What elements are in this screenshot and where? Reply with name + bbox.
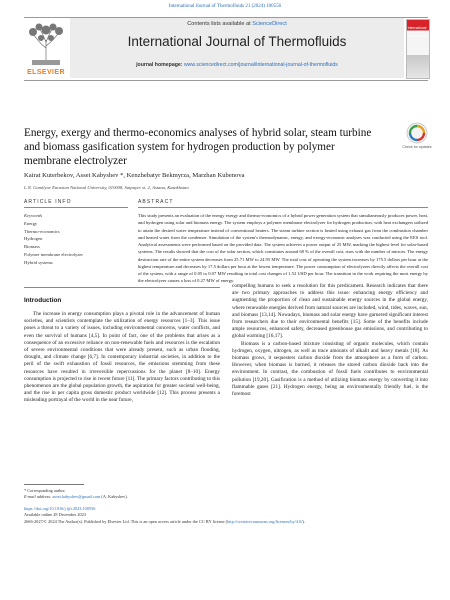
keyword: Polymer membrane electrolyzer: [24, 251, 83, 257]
section-heading-introduction: Introduction: [24, 297, 62, 304]
body-left-column: [24, 311, 220, 405]
homepage-label: journal homepage:: [136, 62, 184, 68]
affiliation: L.N. Gumilyov Eurasian National University, 010008, Satpayev st. 2, Astana, Kazakhstan: [24, 185, 189, 190]
journal-reference[interactable]: International Journal of Thermofluids 21 (2024) 100556: [168, 4, 282, 9]
email-suffix: (A. Kabyshev).: [100, 494, 128, 500]
abstract-rule: [138, 207, 428, 208]
body-rule: [24, 287, 220, 288]
homepage-link[interactable]: www.sciencedirect.com/journal/international-journal-of-thermofluids: [183, 62, 338, 68]
check-for-updates-icon[interactable]: [406, 122, 428, 144]
keyword: Thermo-economics: [24, 228, 60, 234]
license-line: [24, 519, 428, 525]
license-prefix: 2666-2027/© 2024 The Author(s). Published by Elsevier Ltd. This is an open access article under the CC BY license (: [24, 518, 228, 524]
paragraph: The increase in energy consumption plays a pivotal role in the advancement of human societies, and scientists contemplate the utilization of energy resources [1–3]. This issue poses a threat to a variety of issues, including environmental concerns, water conflicts, and even the survival of humans [4,5]. In point of fact, one of the problems that arises as a consequence of an excessive reliance on non-renewable fuels and resources is the escalation of severe environmental conditions that were already present, such as urban flooding, drought, and climate change [6,7]. In contemporary industrial societies, in addition to the peril of the swift exhaustion of fossil resources, the emissions stemming from these resources have resulted in irreversible repercussions for the planet [8–10]. Energy consumption is projected to rise in recent future [11]. The primary factors contributing to this phenomenon are the global population growth, the aspiration for greater societal well-being, and the rise in per capita gross domestic product worldwide [12]. This process presents a misleading portrayal of the world in the near future,: [24, 311, 220, 404]
email-link[interactable]: asset.kabyshev@gmail.com: [52, 494, 101, 500]
keywords-block: [24, 212, 124, 267]
body-right-column: [232, 283, 428, 398]
keyword: Biomass: [24, 244, 40, 250]
info-rule: [24, 207, 128, 208]
cover-title: International Journal of Thermofluids: [407, 26, 427, 38]
abstract-text: This study presents an evaluation of the energy exergy and thermo-economics of a hybrid power generation system that simultaneously produces power, heat, and hydrogen using solar and biomass energy. The system employs a polymer membrane electrolyzer for hydrogen production, with heat exchangers utilized to attain the desired water temperature instead of conventional heaters. The steam turbine section is heated using exhaust gas from the combustion chamber and heated water from the condenser. Simulation of the system's thermodynamic, energy, and exergy-economic analyses was conducted using the EES tool. Analytical assessments were performed based on the provided data. The system achieves a power output of 25 MW, marking the highest level for solar-based systems. The results showed that the cost of the solar section, which constitutes around 68 % of the overall cost, rises with the number of mirrors. The energy destruction rate of the entire system decreases from 25.71 MW to 24.95 MW. The total cost of operating the system increases by 175.5 dollars per hour at the highest temperature and decreases by 17.5 dollars per hour at the lowest temperature. The power consumption of electrolyzers directly affects the overall cost of the system, with a range of 0.05 to 0.07 MW resulting in total cost changes of 1.52 USD per hour. The transition in the work requiring the most energy by the electrolyzer causes a loss of 0.27 MW of energy.: [138, 213, 428, 284]
keywords-label: Keywords: [24, 213, 43, 218]
footnotes: [24, 488, 428, 525]
journal-title: International Journal of Thermofluids: [127, 34, 347, 49]
contents-prefix: Contents lists available at: [187, 21, 253, 27]
keyword: Hybrid systems: [24, 259, 53, 265]
keyword: Energy: [24, 220, 38, 226]
author-list: Kairat Kuterbekov, Asset Kabyshev *, Kenzhebatyr Bekmyrza, Marzhan Kubenova: [24, 172, 245, 179]
paragraph: compelling humans to seek a resolution for this predicament. Research indicates that there are two primary approaches to address this issue: enhancing energy efficiency and augmenting the proportion of clean and sustainable energy sources in the global energy, where renewable energies derived from natural sources are included, wind, tides, waves, sun, and biomass [13,14]. Nowadays, biomass and solar energy have garnered significant interest from researchers due to their environmental benefits [15]. Some of the benefits include ample resources, enhanced safety, decreased greenhouse gas emissions, and contributing to global warming [16,17].: [232, 283, 428, 340]
available-online-date: Available online 28 December 2023: [24, 512, 86, 518]
contents-line: [70, 21, 404, 27]
article-info-heading: ARTICLE INFO: [24, 199, 72, 205]
email-label: E-mail address:: [24, 494, 53, 500]
license-suffix: ).: [302, 518, 305, 524]
corresponding-author-note: * Corresponding author.: [24, 488, 66, 493]
check-for-updates-label[interactable]: Check for updates: [402, 145, 432, 149]
keyword: Hydrogen: [24, 236, 43, 242]
article-title: Energy, exergy and thermo-economics analyses of hybrid solar, steam turbine and biomass gasification system for hydrogen production by polymer membrane electrolyzer: [24, 127, 372, 168]
journal-homepage: [70, 62, 404, 68]
footnote-rule: [24, 484, 84, 485]
doi-link[interactable]: https://doi.org/10.1016/j.ijft.2023.100556: [24, 505, 96, 511]
paragraph: Biomass is a carbon-based mixture consisting of organic molecules, which contain hydrogen, oxygen, nitrogen, as well as trace amounts of alkalit and heavy metals [18]. As biomass grows, it sequesters carbon dioxide from the atmosphere as a form of carbon. However, when biomass is burned, it releases the stored carbon dioxide back into the environment. In contrast, the combustion of fossil fuels contributes to environmental pollution [19,20]. Gasification is a method of utilizing biomass energy by converting it into flammable gases [21]. Hydrogen energy, being an environmentally friendly fuel, is the foremost: [232, 340, 428, 398]
abstract-heading: ABSTRACT: [138, 199, 174, 205]
sciencedirect-link[interactable]: ScienceDirect: [252, 21, 287, 27]
license-link[interactable]: http://creativecommons.org/licenses/by/4.0/: [227, 518, 303, 524]
publisher-name: ELSEVIER: [27, 69, 65, 76]
